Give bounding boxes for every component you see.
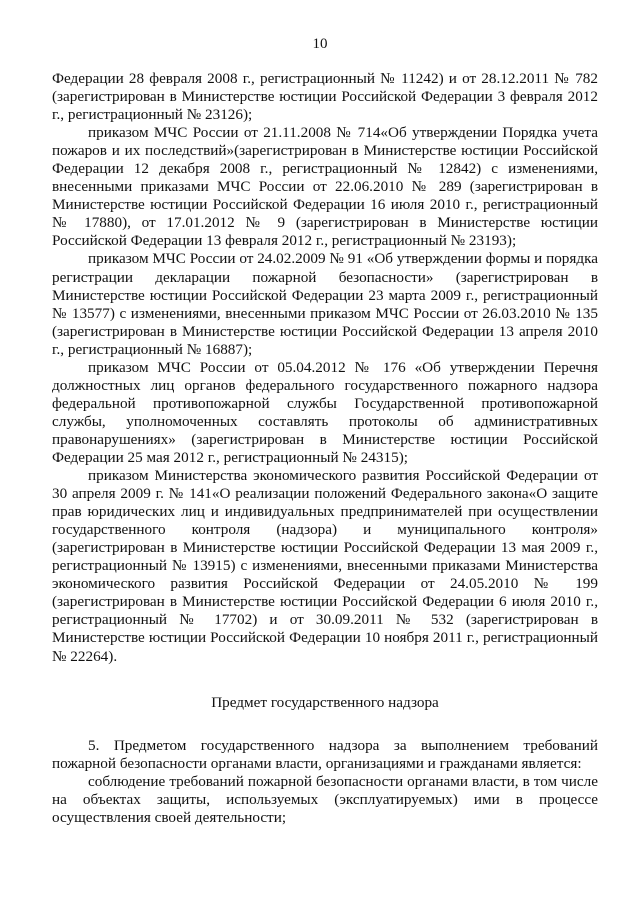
paragraph-order-176: приказом МЧС России от 05.04.2012 № 176 «Об утверждении Перечня должностных лиц органов федерального государственного пожарного надзора федеральной противопожарной службы Государственной противопожарной службы, уполномоченных составлять протоколы об административных правонарушениях» (зарегистрирован в Министерстве юстиции Российской Федерации 25 мая 2012 г., регистрационный № 24315); xyxy=(52,358,598,466)
document-body xyxy=(52,70,598,827)
page-number: 10 xyxy=(312,36,328,52)
paragraph-order-91: приказом МЧС России от 24.02.2009 № 91 «Об утверждении формы и порядка регистрации декларации пожарной безопасности» (зарегистрирован в Министерстве юстиции Российской Федерации 23 марта 2009 г., регистрационный № 13577) с изменениями, внесенными приказом МЧС России от 26.03.2010 № 135 (зарегистрирован в Министерстве юстиции Российской Федерации 13 апреля 2010 г., регистрационный № 16887); xyxy=(52,250,598,358)
paragraph-compliance: соблюдение требований пожарной безопасности органами власти, в том числе на объектах защиты, используемых (эксплуатируемых) ими в процессе осуществления своей деятельности; xyxy=(52,772,598,826)
paragraph-order-141: приказом Министерства экономического развития Российской Федерации от 30 апреля 2009 г. № 141«О реализации положений Федерального закона«О защите прав юридических лиц и индивидуальных предпринимателей при осуществлении государственного контроля (надзора) и муниципального контроля» (зарегистрирован в Министерстве юстиции Российской Федерации 13 мая 2009 г., регистрационный № 13915) с изменениями, внесенными приказами Министерства экономического развития Российской Федерации от 24.05.2010 № 199 (зарегистрирован в Министерстве юстиции Российской Федерации 6 июля 2010 г., регистрационный № 17702) и от 30.09.2011 № 532 (зарегистрирован в Министерстве юстиции Российской Федерации 10 ноября 2011 г., регистрационный № 22264). xyxy=(52,467,598,665)
section-heading: Предмет государственного надзора xyxy=(211,693,439,711)
paragraph-item-5: 5. Предметом государственного надзора за выполнением требований пожарной безопасности органами власти, организациями и гражданами является: xyxy=(52,736,598,772)
paragraph-order-714: приказом МЧС России от 21.11.2008 № 714«Об утверждении Порядка учета пожаров и их последствий»(зарегистрирован в Министерстве юстиции Российской Федерации 12 декабря 2008 г., регистрационный № 12842) с изменениями, внесенными приказами МЧС России от 22.06.2010 № 289 (зарегистрирован в Министерстве юстиции Российской Федерации 16 июля 2010 г., регистрационный № 17880), от 17.01.2012 № 9 (зарегистрирован в Министерстве юстиции Российской Федерации 13 февраля 2012 г., регистрационный № 23193); xyxy=(52,124,598,250)
paragraph-continuation: Федерации 28 февраля 2008 г., регистрационный № 11242) и от 28.12.2011 № 782 (зарегистрирован в Министерстве юстиции Российской Федерации 3 февраля 2012 г., регистрационный № 23126); xyxy=(52,70,598,124)
